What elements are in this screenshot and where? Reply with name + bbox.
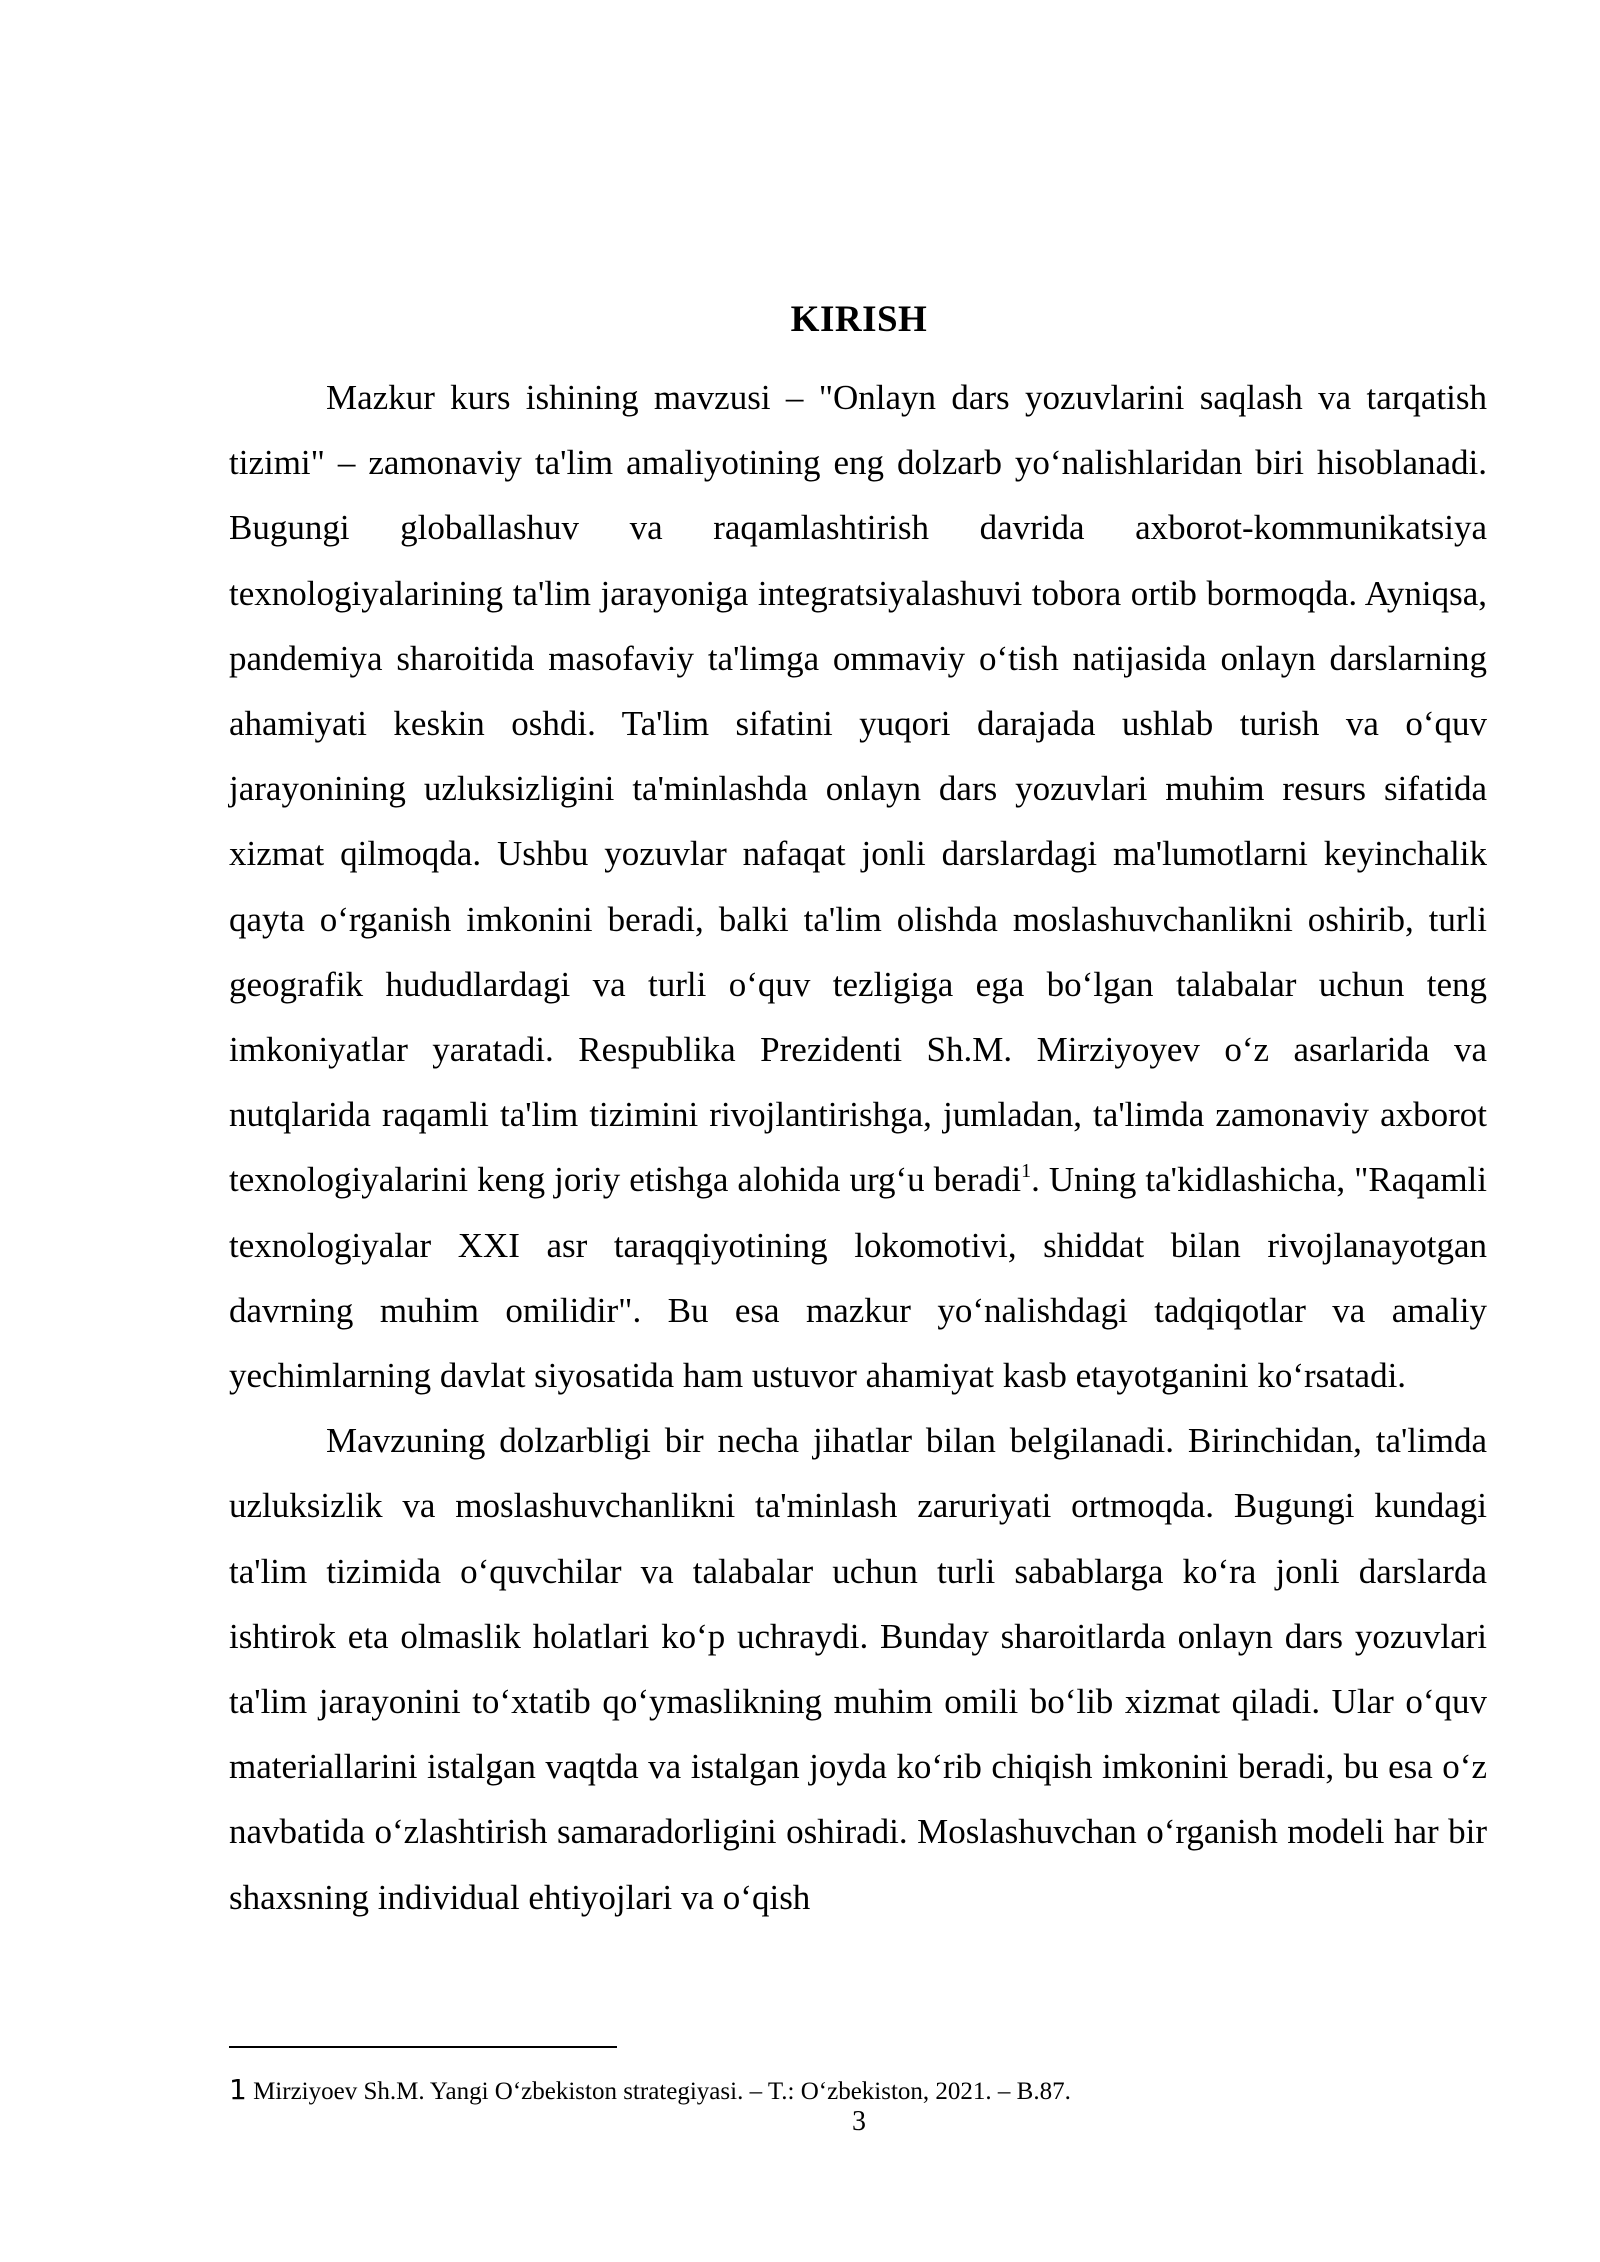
body-text (229, 365, 1487, 1930)
paragraph-text: . Uning ta'kidlashicha, "Raqamli texnologiyalar XXI asr taraqqiyotining lokomotivi, shiddat bilan rivojlanayotgan davrning muhim omilidir". Bu esa mazkur yoʻnalishdagi tadqiqotlar va amaliy yechimlarning davlat siyosatida ham ustuvor ahamiyat kasb etayotganini koʻrsatadi. (229, 1160, 1487, 1396)
page-number: 3 (852, 2106, 866, 2137)
paragraph-text: Mazkur kurs ishining mavzusi – "Onlayn dars yozuvlarini saqlash va tarqatish tizimi" – zamonaviy ta'lim amaliyotining eng dolzarb yoʻnalishlaridan biri hisoblanadi. Bugungi globallashuv va raqamlashtirish davrida axborot-kommunikatsiya texnologiyalarining ta'lim jarayoniga integratsiyalashuvi tobora ortib bormoqda. Ayniqsa, pandemiya sharoitida masofaviy ta'limga ommaviy oʻtish natijasida onlayn darslarning ahamiyati keskin oshdi. Ta'lim sifatini yuqori darajada ushlab turish va oʻquv jarayonining uzluksizligini ta'minlashda onlayn dars yozuvlari muhim resurs sifatida xizmat qilmoqda. Ushbu yozuvlar nafaqat jonli darslardagi ma'lumotlarni keyinchalik qayta oʻrganish imkonini beradi, balki ta'lim olishda moslashuvchanlikni oshirib, turli geografik hududlardagi va turli oʻquv tezligiga ega boʻlgan talabalar uchun teng imkoniyatlar yaratadi. Respublika Prezidenti Sh.M. Mirziyoyev oʻz asarlarida va nutqlarida raqamli ta'lim tizimini rivojlantirishga, jumladan, ta'limda zamonaviy axborot texnologiyalarini keng joriy etishga alohida urgʻu beradi (229, 378, 1487, 1200)
section-heading: KIRISH (790, 299, 928, 340)
footnote-separator (229, 2046, 617, 2048)
paragraph-text: Mavzuning dolzarbligi bir necha jihatlar bilan belgilanadi. Birinchidan, ta'limda uzluksizlik va moslashuvchanlikni ta'minlash zaruriyati ortmoqda. Bugungi kundagi ta'lim tizimida oʻquvchilar va talabalar uchun turli sabablarga koʻra jonli darslarda ishtirok eta olmaslik holatlari koʻp uchraydi. Bunday sharoitlarda onlayn dars yozuvlari ta'lim jarayonini toʻxtatib qoʻymaslikning muhim omili boʻlib xizmat qiladi. Ular oʻquv materiallarini istalgan vaqtda va istalgan joyda koʻrib chiqish imkonini beradi, bu esa oʻz navbatida oʻzlashtirish samaradorligini oshiradi. Moslashuvchan oʻrganish modeli har bir shaxsning individual ehtiyojlari va oʻqish (229, 1421, 1487, 1917)
paragraph (229, 1408, 1487, 1930)
footnote-text: Mirziyoev Sh.M. Yangi Oʻzbekiston strategiyasi. – T.: Oʻzbekiston, 2021. – B.87. (246, 2078, 1071, 2105)
footnote (229, 2074, 1487, 2108)
paragraph (229, 365, 1487, 1408)
footnote-number: 1 (229, 2073, 247, 2106)
footnote-reference[interactable]: 1 (1021, 1160, 1032, 1183)
